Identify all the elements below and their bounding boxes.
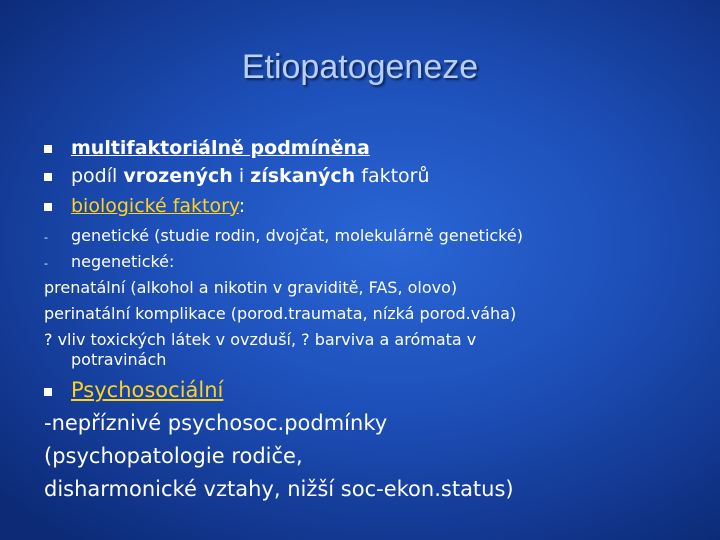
bullet-text: multifaktoriálně podmíněna [71, 137, 370, 159]
link-psychosocialni[interactable]: Psychosociální [71, 378, 224, 402]
text-line-food: potravinách [71, 350, 167, 369]
text-part: podíl [71, 165, 124, 187]
text-line-psycho-3: disharmonické vztahy, nižší soc-ekon.status) [44, 477, 514, 501]
emphasis-vrozenych: vrozených [123, 165, 233, 187]
bullet-text [71, 194, 245, 218]
text-line-psycho-2: (psychopatologie rodiče, [44, 444, 303, 468]
text-line-prenatal: prenatální (alkohol a nikotin v graviditě, FAS, olovo) [44, 278, 458, 297]
sub-item-text: negenetické: [71, 252, 175, 271]
square-bullet-icon [44, 388, 52, 396]
text-part: : [238, 195, 246, 217]
text-line-perinatal: perinatální komplikace (porod.traumata, nízká porod.váha) [44, 304, 517, 323]
link-biologicke-faktory[interactable]: biologické faktory [71, 195, 239, 217]
text-line-psycho-1: -nepříznivé psychosoc.podmínky [44, 411, 388, 435]
slide-title: Etiopatogeneze [241, 48, 479, 86]
emphasis-ziskanych: získaných [250, 165, 356, 187]
text-part: i [232, 165, 251, 187]
square-bullet-icon [44, 145, 52, 153]
text-part: faktorů [355, 165, 430, 187]
text-line-toxic: ? vliv toxických látek v ovzduší, ? barviva a arómata v [44, 330, 477, 349]
bullet-text [71, 164, 430, 188]
dash-bullet-icon: - [44, 257, 48, 270]
dash-bullet-icon: - [44, 231, 48, 244]
square-bullet-icon [44, 203, 52, 211]
sub-item-text: genetické (studie rodin, dvojčat, molekulárně genetické) [71, 226, 523, 245]
square-bullet-icon [44, 173, 52, 181]
